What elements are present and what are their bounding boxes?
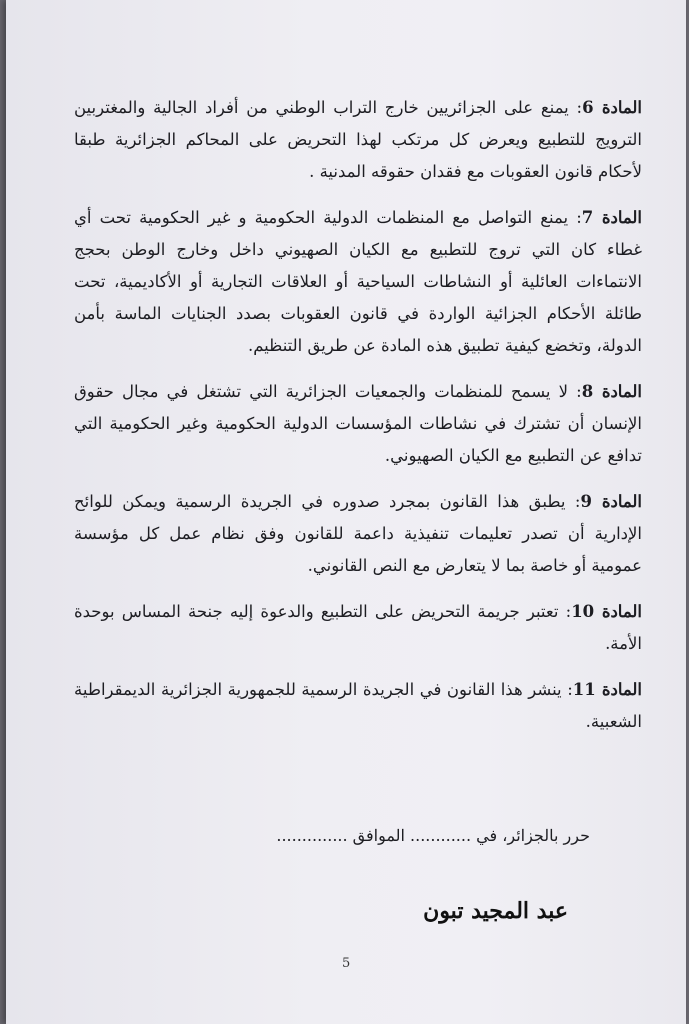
article-text: : يمنع على الجزائريين خارج التراب الوطني من أفراد الجالية والمغتربين الترويج للتطبيع ويعرض كل مرتكب لهذا التحريض على المحاكم الجزائرية طبقا لأحكام قانون العقوبات مع فقدان حقوقه المدنية .: [74, 98, 642, 181]
article-label: المادة 10: [571, 602, 642, 621]
article-6: [74, 92, 642, 188]
article-9: [74, 486, 642, 582]
article-label: المادة 7: [581, 208, 642, 227]
article-text: : يمنع التواصل مع المنظمات الدولية الحكومية و غير الحكومية تحت أي غطاء كان التي تروج للتطبيع مع الكيان الصهيوني داخل وخارج الوطن بحجج الانتماءات العائلية أو النشاطات السياحية أو العلاقات التجارية أو الأكاديمية، تحت طائلة الأحكام الجزائية الواردة في قانون العقوبات بصدد الجنايات الماسة بأمن الدولة، وتخضع كيفية تطبيق هذه المادة عن طريق التنظيم.: [74, 208, 642, 355]
article-text: : تعتبر جريمة التحريض على التطبيع والدعوة إليه جنحة المساس بوحدة الأمة.: [74, 602, 642, 653]
article-10: [74, 596, 642, 660]
article-8: [74, 376, 642, 472]
article-7: [74, 202, 642, 362]
law-articles: [74, 92, 642, 752]
article-11: [74, 674, 642, 738]
signature-name: عبد المجيد تبون: [423, 898, 568, 924]
article-text: : يطبق هذا القانون بمجرد صدوره في الجريدة الرسمية ويمكن للوائح الإدارية أن تصدر تعليمات تنفيذية داعمة للقانون وفق نظام عمل كل مؤسسة عمومية أو خاصة بما لا يتعارض مع النص القانوني.: [74, 492, 642, 575]
article-text: : ينشر هذا القانون في الجريدة الرسمية للجمهورية الجزائرية الديمقراطية الشعبية.: [74, 680, 642, 731]
page-number: 5: [342, 956, 351, 971]
document-page: [6, 0, 686, 1024]
signoff-line: حرر بالجزائر، في ............ الموافق ..............: [276, 826, 590, 845]
article-text: : لا يسمح للمنظمات والجمعيات الجزائرية التي تشتغل في مجال حقوق الإنسان أن تشترك في نشاطات المؤسسات الدولية الحكومية وغير الحكومية التي تدافع عن التطبيع مع الكيان الصهيوني.: [74, 382, 642, 465]
article-label: المادة 8: [581, 382, 642, 401]
article-label: المادة 9: [580, 492, 643, 511]
article-label: المادة 6: [582, 98, 642, 117]
article-label: المادة 11: [572, 680, 642, 699]
